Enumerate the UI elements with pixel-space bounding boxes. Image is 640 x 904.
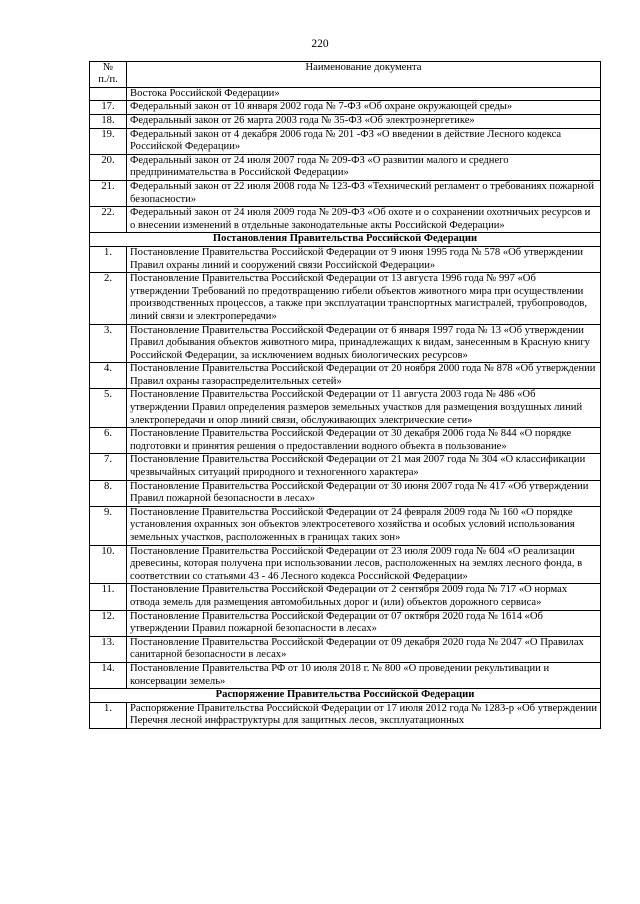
table-row: [90, 154, 601, 180]
row-number: 6.: [90, 428, 127, 454]
table-row: [90, 207, 601, 233]
table-row: [90, 87, 601, 101]
row-text: Федеральный закон от 22 июля 2008 года № 123-ФЗ «Технический регламент о требованиях пожарной безопасности»: [127, 180, 601, 206]
table-row: [90, 273, 601, 324]
row-number: 19.: [90, 128, 127, 154]
row-text: Постановление Правительства Российской Федерации от 23 июля 2009 года № 604 «О реализации древесины, которая получена при использовании лесов, расположенных на землях лесного фонда, в соответствии со статьями 43 - 46 Лесного кодекса Российской Федерации»: [127, 545, 601, 584]
row-text: Федеральный закон от 10 января 2002 года № 7-ФЗ «Об охране окружающей среды»: [127, 101, 601, 115]
table-row: [90, 115, 601, 129]
table-row: [90, 480, 601, 506]
page-number: 220: [311, 38, 329, 50]
row-text: Постановление Правительства Российской Федерации от 9 июня 1995 года № 578 «Об утверждении Правил охраны линий и сооружений связи Российской Федерации»: [127, 246, 601, 272]
row-text: Постановление Правительства Российской Федерации от 30 декабря 2006 года № 844 «О порядке подготовки и принятия решения о предоставлении водного объекта в пользование»: [127, 428, 601, 454]
header-number: [90, 62, 127, 88]
table-row: [90, 610, 601, 636]
row-number: 21.: [90, 180, 127, 206]
row-text: Постановление Правительства Российской Федерации от 6 января 1997 года № 13 «Об утверждении Правил добывания объектов животного мира, принадлежащих к видам, занесенным в Красную книгу Российской Федерации, за исключением водных биологических ресурсов»: [127, 324, 601, 363]
row-number: 10.: [90, 545, 127, 584]
table-row: [90, 636, 601, 662]
table-row: [90, 428, 601, 454]
documents-table: [89, 61, 601, 729]
row-number: 1.: [90, 702, 127, 728]
table-header-row: [90, 62, 601, 88]
table-row: [90, 584, 601, 610]
table-row: [90, 702, 601, 728]
table-row: [90, 180, 601, 206]
table-row: [90, 454, 601, 480]
row-text: Постановление Правительства Российской Федерации от 11 августа 2003 года № 486 «Об утверждении Правил определения размеров земельных участков для размещения воздушных линий электропередачи и опор линий связи, обслуживающих электрические сети»: [127, 389, 601, 428]
row-number: 7.: [90, 454, 127, 480]
row-number: 2.: [90, 273, 127, 324]
table-row: [90, 363, 601, 389]
row-number: 22.: [90, 207, 127, 233]
row-number: 9.: [90, 506, 127, 545]
table-row: [90, 389, 601, 428]
row-text: Постановление Правительства Российской Федерации от 24 февраля 2009 года № 160 «О порядке установления охранных зон объектов электросетевого хозяйства и особых условий использования земельных участков, расположенных в границах таких зон»: [127, 506, 601, 545]
row-text: Федеральный закон от 24 июля 2007 года № 209-ФЗ «О развитии малого и среднего предпринимательства в Российской Федерации»: [127, 154, 601, 180]
row-text: Распоряжение Правительства Российской Федерации от 17 июля 2012 года № 1283-р «Об утверждении Перечня лесной инфраструктуры для защитных лесов, эксплуатационных: [127, 702, 601, 728]
row-text: Постановление Правительства Российской Федерации от 30 июня 2007 года № 417 «Об утверждении Правил пожарной безопасности в лесах»: [127, 480, 601, 506]
row-text: Постановление Правительства Российской Федерации от 20 ноября 2000 года № 878 «Об утверждении Правил охраны газораспределительных сетей»: [127, 363, 601, 389]
table-row: [90, 506, 601, 545]
row-number: 14.: [90, 662, 127, 688]
row-text: Постановление Правительства Российской Федерации от 21 мая 2007 года № 304 «О классификации чрезвычайных ситуаций природного и техногенного характера»: [127, 454, 601, 480]
row-number: 4.: [90, 363, 127, 389]
table-row: [90, 324, 601, 363]
section-header-resolutions: [90, 233, 601, 247]
row-number: 3.: [90, 324, 127, 363]
row-text: Постановление Правительства Российской Федерации от 09 декабря 2020 года № 2047 «О Правилах санитарной безопасности в лесах»: [127, 636, 601, 662]
section-title: Распоряжение Правительства Российской Федерации: [90, 689, 601, 703]
row-number: 11.: [90, 584, 127, 610]
row-text: Постановление Правительства РФ от 10 июля 2018 г. № 800 «О проведении рекультивации и консервации земель»: [127, 662, 601, 688]
row-number: 5.: [90, 389, 127, 428]
row-text: Федеральный закон от 26 марта 2003 года № 35-ФЗ «Об электроэнергетике»: [127, 115, 601, 129]
table-row: [90, 545, 601, 584]
table-row: [90, 246, 601, 272]
row-number: 12.: [90, 610, 127, 636]
row-number: 17.: [90, 101, 127, 115]
row-text: Федеральный закон от 24 июля 2009 года № 209-ФЗ «Об охоте и о сохранении охотничьих ресурсов и о внесении изменений в отдельные законодательные акты Российской Федерации»: [127, 207, 601, 233]
section-title: Постановления Правительства Российской Федерации: [90, 233, 601, 247]
table-row: [90, 101, 601, 115]
row-text: Востока Российской Федерации»: [127, 87, 601, 101]
row-number: 13.: [90, 636, 127, 662]
row-text: Постановление Правительства Российской Федерации от 2 сентября 2009 года № 717 «О нормах отвода земель для размещения автомобильных дорог и (или) объектов дорожного сервиса»: [127, 584, 601, 610]
row-text: Постановление Правительства Российской Федерации от 13 августа 1996 года № 997 «Об утверждении Требований по предотвращению гибели объектов животного мира при осуществлении производственных процессов, а также при эксплуатации транспортных магистралей, трубопроводов, линий связи и электропередачи»: [127, 273, 601, 324]
row-number: [90, 87, 127, 101]
header-number-line2: п./п.: [98, 74, 118, 86]
header-name: Наименование документа: [127, 62, 601, 88]
section-header-orders: [90, 689, 601, 703]
row-text: Постановление Правительства Российской Федерации от 07 октября 2020 года № 1614 «Об утверждении Правил пожарной безопасности в лесах»: [127, 610, 601, 636]
row-number: 20.: [90, 154, 127, 180]
row-number: 18.: [90, 115, 127, 129]
table-row: [90, 128, 601, 154]
row-text: Федеральный закон от 4 декабря 2006 года № 201 -ФЗ «О введении в действие Лесного кодекса Российской Федерации»: [127, 128, 601, 154]
row-number: 8.: [90, 480, 127, 506]
header-number-line1: №: [102, 62, 114, 73]
table-row: [90, 662, 601, 688]
row-number: 1.: [90, 246, 127, 272]
